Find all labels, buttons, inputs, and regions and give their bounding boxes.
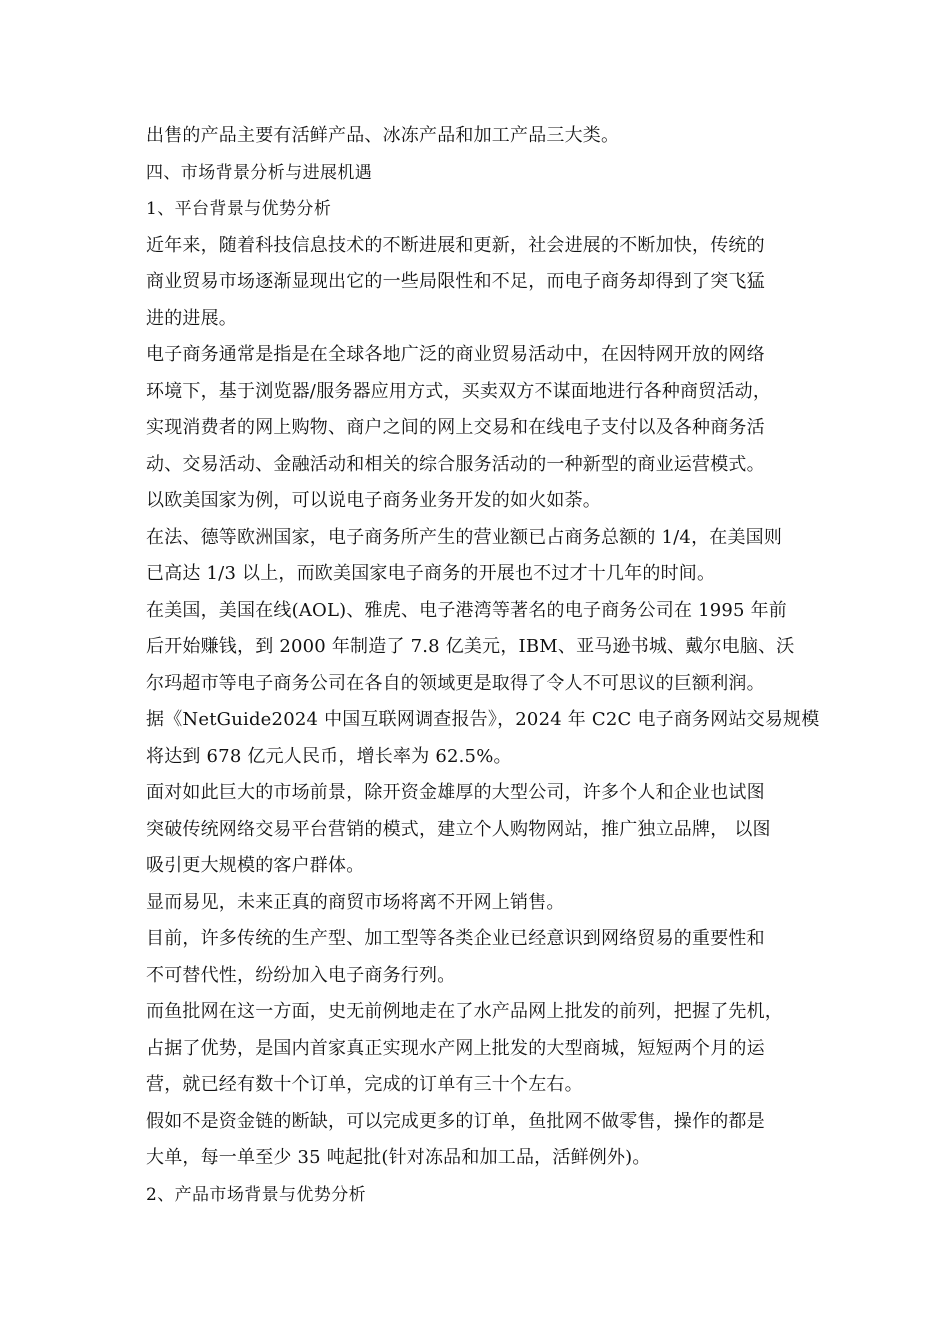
paragraph-netguide-report bbox=[146, 702, 820, 775]
text-line: 电子商务通常是指是在全球各地广泛的商业贸易活动中，在因特网开放的网络 bbox=[146, 344, 765, 365]
text-line: 突破传统网络交易平台营销的模式，建立个人购物网站，推广独立品牌， 以图 bbox=[146, 818, 771, 840]
text-line: 吸引更大规模的客户群体。 bbox=[146, 855, 365, 876]
subsection-heading-product-market bbox=[146, 1177, 814, 1214]
paragraph-yupi-network bbox=[146, 994, 814, 1104]
paragraph-usa-companies bbox=[146, 593, 814, 703]
text-line: 面对如此巨大的市场前景，除开资金雄厚的大型公司，许多个人和企业也试图 bbox=[146, 782, 765, 803]
text-line: 而鱼批网在这一方面，史无前例地走在了水产品网上批发的前列，把握了先机， bbox=[146, 1001, 783, 1022]
text-line: 近年来，随着科技信息技术的不断进展和更新，社会进展的不断加快，传统的 bbox=[146, 234, 765, 256]
text-line: 已高达 1/3 以上，而欧美国家电子商务的开展也不过才十几年的时间。 bbox=[146, 563, 716, 584]
text-line: 出售的产品主要有活鲜产品、冰冻产品和加工产品三大类。 bbox=[146, 125, 620, 146]
paragraph-ecommerce-definition bbox=[146, 337, 814, 483]
heading-text: 四、市场背景分析与进展机遇 bbox=[146, 162, 373, 183]
text-line: 在美国，美国在线(AOL)、雅虎、电子港湾等著名的电子商务公司在 1995 年前 bbox=[146, 599, 788, 621]
paragraph-traditional-enterprises bbox=[146, 921, 814, 994]
section-heading-market-background bbox=[146, 155, 814, 192]
text-line: 以欧美国家为例，可以说电子商务业务开发的如火如荼。 bbox=[146, 490, 601, 511]
paragraph-europe-america bbox=[146, 483, 814, 520]
text-line: 后开始赚钱，到 2000 年制造了 7.8 亿美元，IBM、亚马逊书城、戴尔电脑、沃 bbox=[146, 636, 795, 657]
text-line: 目前，许多传统的生产型、加工型等各类企业已经意识到网络贸易的重要性和 bbox=[146, 928, 765, 949]
text-line: 进的进展。 bbox=[146, 307, 237, 329]
text-line: 动、交易活动、金融活动和相关的综合服务活动的一种新型的商业运营模式。 bbox=[146, 453, 765, 475]
text-line: 不可替代性，纷纷加入电子商务行列。 bbox=[146, 964, 456, 986]
text-line: 商业贸易市场逐渐显现出它的一些局限性和不足，而电子商务却得到了突飞猛 bbox=[146, 271, 765, 292]
heading-text: 1、平台背景与优势分析 bbox=[146, 199, 332, 219]
text-line: 将达到 678 亿元人民币，增长率为 62.5%。 bbox=[146, 745, 512, 767]
paragraph-products-intro bbox=[146, 118, 814, 155]
heading-text: 2、产品市场背景与优势分析 bbox=[146, 1184, 367, 1205]
text-line: 据《NetGuide2024 中国互联网调查报告》，2024 年 C2C 电子商务网站交易规模 bbox=[146, 709, 820, 730]
subsection-heading-platform bbox=[146, 191, 814, 228]
text-line: 在法、德等欧洲国家，电子商务所产生的营业额已占商务总额的 1/4，在美国则 bbox=[146, 526, 783, 548]
text-line: 显而易见，未来正真的商贸市场将离不开网上销售。 bbox=[146, 891, 565, 913]
document-body bbox=[146, 118, 820, 1213]
text-line: 占据了优势，是国内首家真正实现水产网上批发的大型商城，短短两个月的运 bbox=[146, 1037, 765, 1059]
paragraph-market-prospect bbox=[146, 775, 814, 885]
text-line: 环境下，基于浏览器/服务器应用方式，买卖双方不谋面地进行各种商贸活动， bbox=[146, 380, 772, 402]
text-line: 假如不是资金链的断缺，可以完成更多的订单，鱼批网不做零售，操作的都是 bbox=[146, 1110, 765, 1132]
text-line: 营，就已经有数十个订单，完成的订单有三十个左右。 bbox=[146, 1074, 583, 1095]
paragraph-recent-years bbox=[146, 228, 814, 338]
text-line: 尔玛超市等电子商务公司在各自的领域更是取得了令人不可思议的巨额利润。 bbox=[146, 672, 765, 694]
paragraph-france-germany bbox=[146, 520, 814, 593]
text-line: 实现消费者的网上购物、商户之间的网上交易和在线电子支付以及各种商务活 bbox=[146, 417, 765, 438]
paragraph-capital-chain bbox=[146, 1104, 814, 1177]
paragraph-future-market bbox=[146, 885, 814, 922]
text-line: 大单，每一单至少 35 吨起批(针对冻品和加工品，活鲜例外)。 bbox=[146, 1147, 651, 1168]
